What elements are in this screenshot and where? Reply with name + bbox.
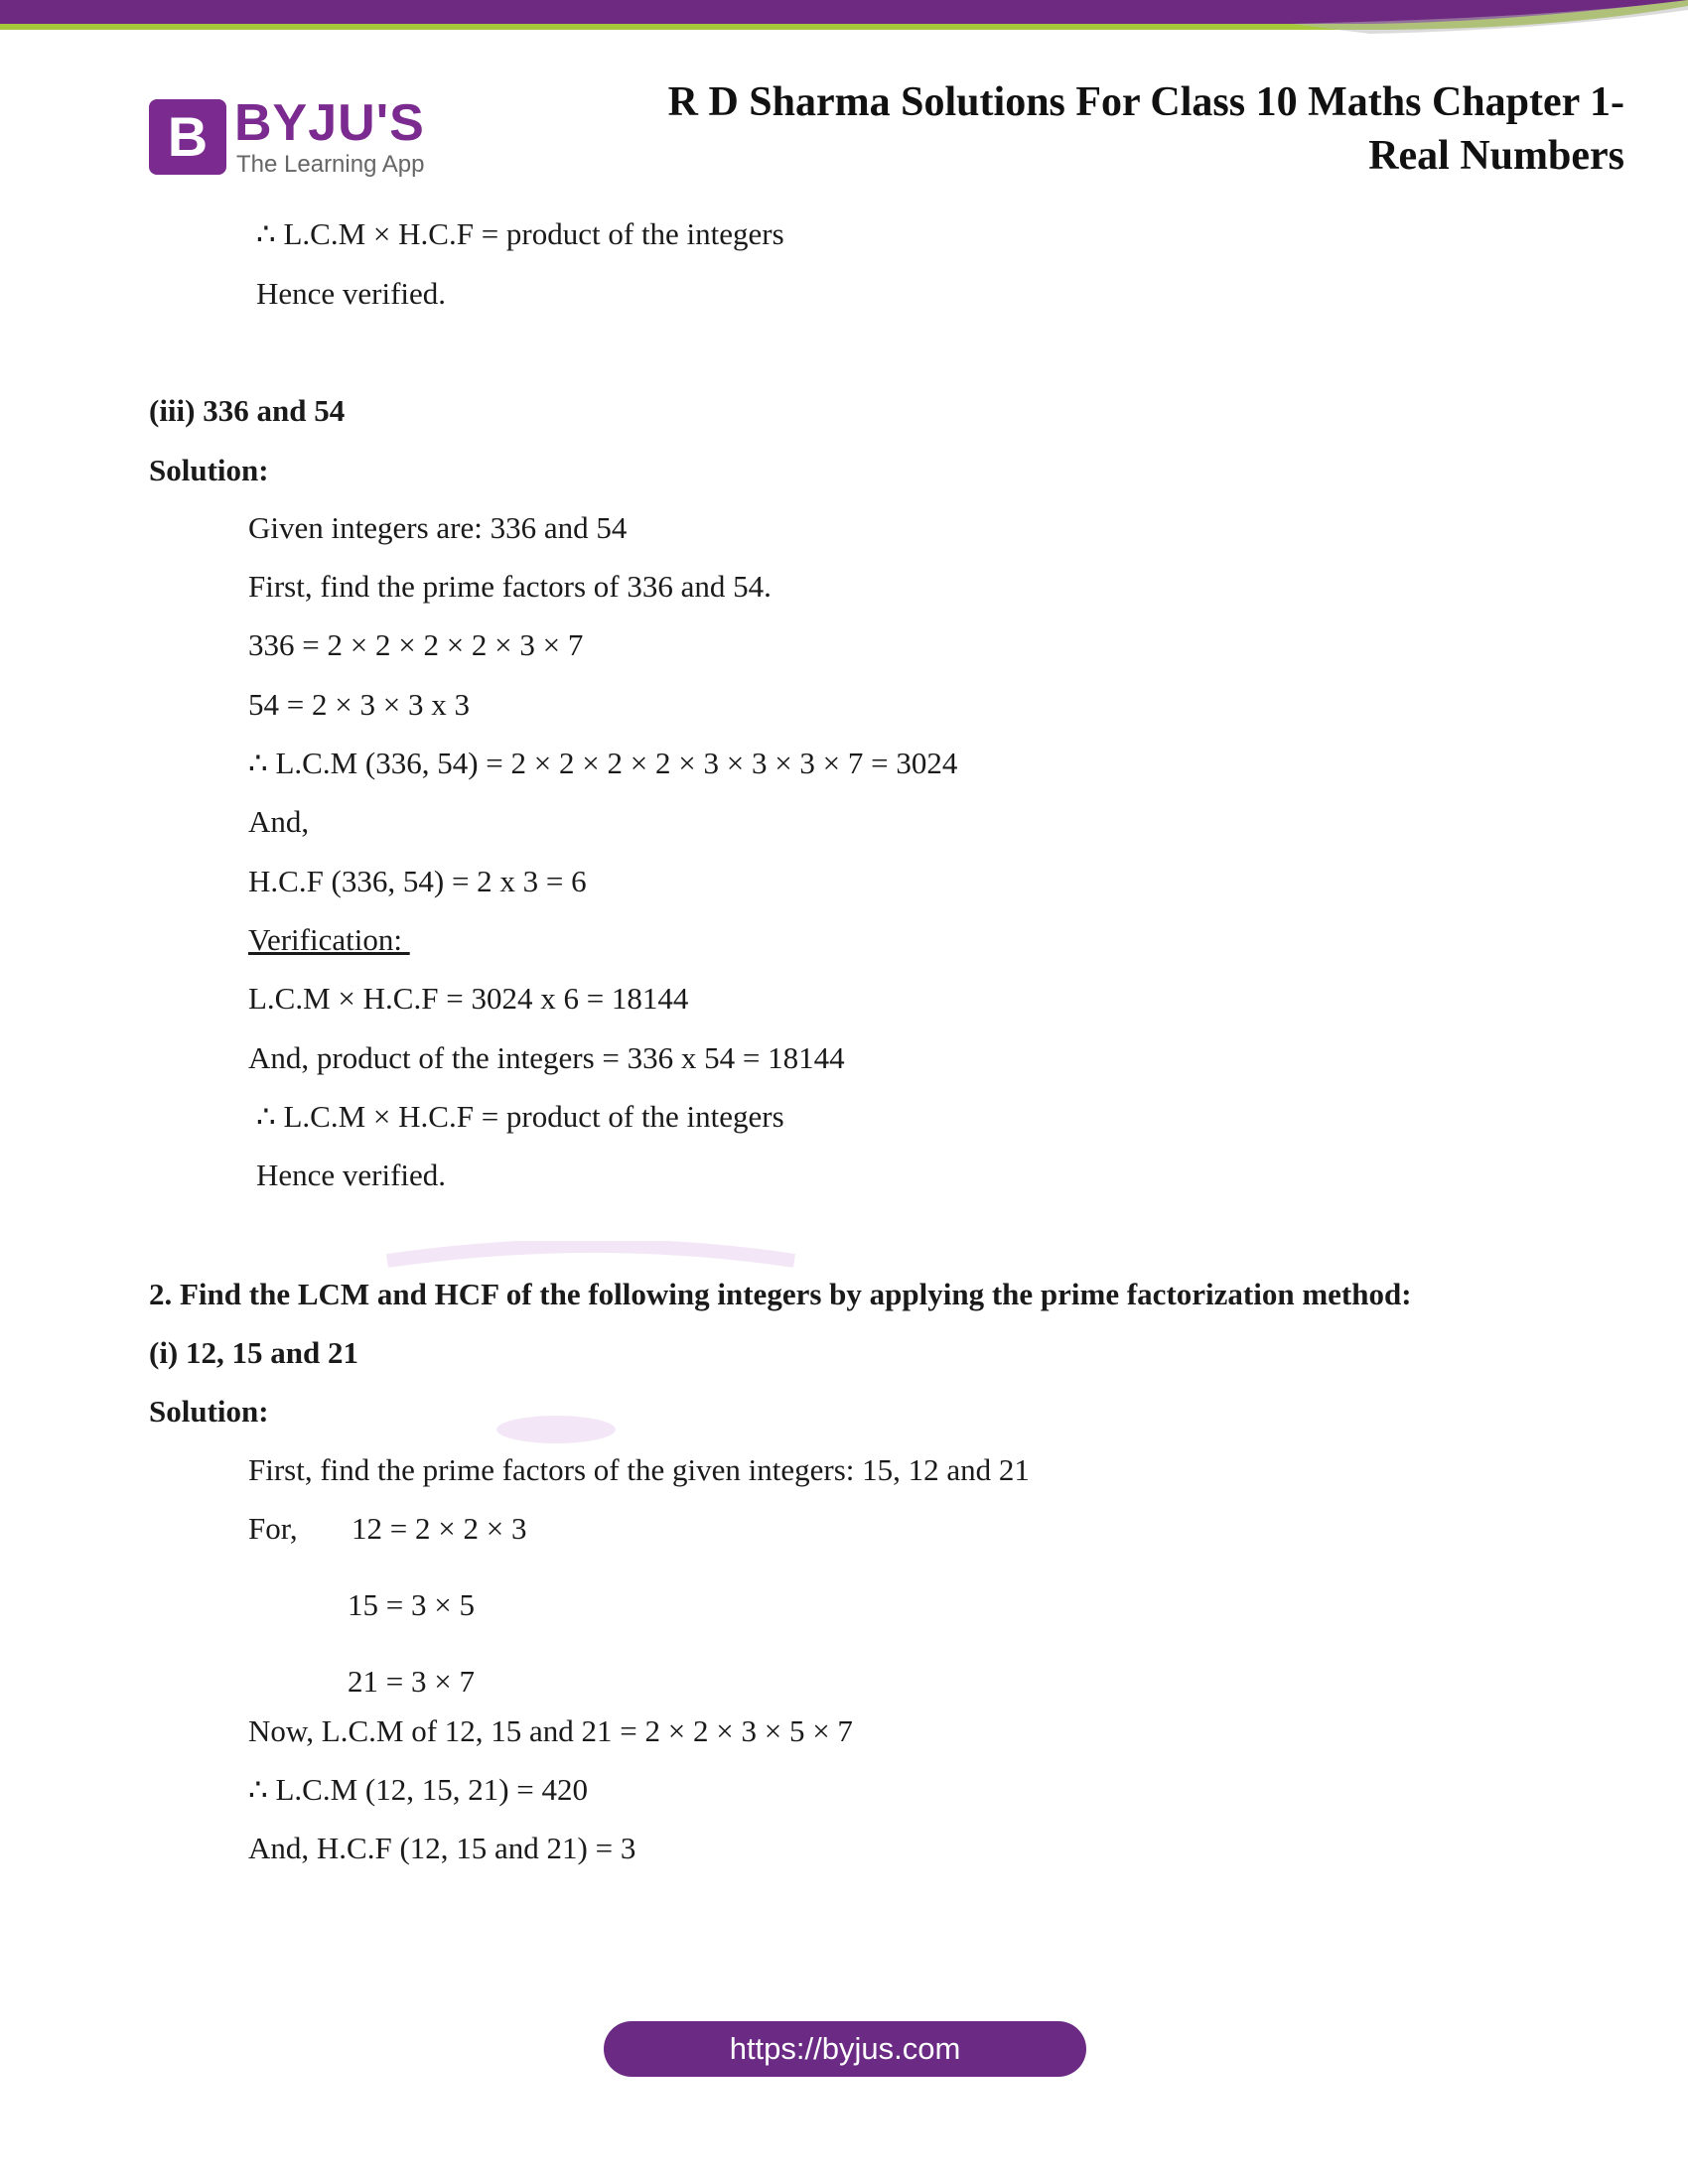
- page-title-line-2: Real Numbers: [1368, 133, 1624, 179]
- byjus-logo[interactable]: [149, 95, 437, 179]
- solution-heading: Solution:: [149, 1394, 269, 1429]
- solution-line: First, find the prime factors of 336 and 54.: [248, 569, 772, 604]
- equation-line: 54 = 2 × 3 × 3 x 3: [248, 687, 470, 722]
- solution-line: For,: [248, 1511, 298, 1546]
- logo-mark: B: [149, 99, 226, 175]
- verified-line: Hence verified.: [256, 1158, 447, 1192]
- solution-line: And,: [248, 804, 310, 839]
- logo-name: BYJU'S: [234, 94, 425, 152]
- page-title-line-1: R D Sharma Solutions For Class 10 Maths Chapter 1-: [667, 79, 1624, 125]
- header-band: [0, 0, 1688, 60]
- equation-line: ∴ L.C.M (12, 15, 21) = 420: [248, 1772, 589, 1807]
- watermark-logo: [377, 1241, 814, 1459]
- equation-line: 12 = 2 × 2 × 3: [352, 1511, 527, 1546]
- subquestion-heading: (i) 12, 15 and 21: [149, 1335, 358, 1370]
- solution-line: First, find the prime factors of the given integers: 15, 12 and 21: [248, 1452, 1030, 1487]
- conclusion-line: ∴ L.C.M × H.C.F = product of the integers: [256, 1099, 784, 1134]
- equation-line: 336 = 2 × 2 × 2 × 2 × 3 × 7: [248, 627, 584, 662]
- verified-line: Hence verified.: [256, 276, 447, 311]
- logo-tagline: The Learning App: [236, 151, 425, 178]
- solution-heading: Solution:: [149, 453, 269, 487]
- question-heading: 2. Find the LCM and HCF of the following integers by applying the prime factorization method:: [149, 1277, 1412, 1311]
- equation-line: ∴ L.C.M (336, 54) = 2 × 2 × 2 × 2 × 3 × 3 × 3 × 7 = 3024: [248, 746, 958, 780]
- equation-line: And, H.C.F (12, 15 and 21) = 3: [248, 1831, 636, 1865]
- conclusion-line: ∴ L.C.M × H.C.F = product of the integers: [256, 216, 784, 251]
- verification-heading: Verification:: [248, 922, 410, 957]
- page-title: [632, 75, 1624, 183]
- equation-line: 15 = 3 × 5: [348, 1587, 475, 1622]
- solution-line: Given integers are: 336 and 54: [248, 510, 628, 545]
- equation-line: H.C.F (336, 54) = 2 x 3 = 6: [248, 864, 587, 898]
- equation-line: Now, L.C.M of 12, 15 and 21 = 2 × 2 × 3 × 5 × 7: [248, 1713, 853, 1748]
- equation-line: And, product of the integers = 336 x 54 = 18144: [248, 1040, 845, 1075]
- equation-line: L.C.M × H.C.F = 3024 x 6 = 18144: [248, 981, 689, 1016]
- footer-url-link[interactable]: https://byjus.com: [604, 2021, 1086, 2077]
- equation-line: 21 = 3 × 7: [348, 1664, 475, 1699]
- subquestion-heading: (iii) 336 and 54: [149, 393, 346, 428]
